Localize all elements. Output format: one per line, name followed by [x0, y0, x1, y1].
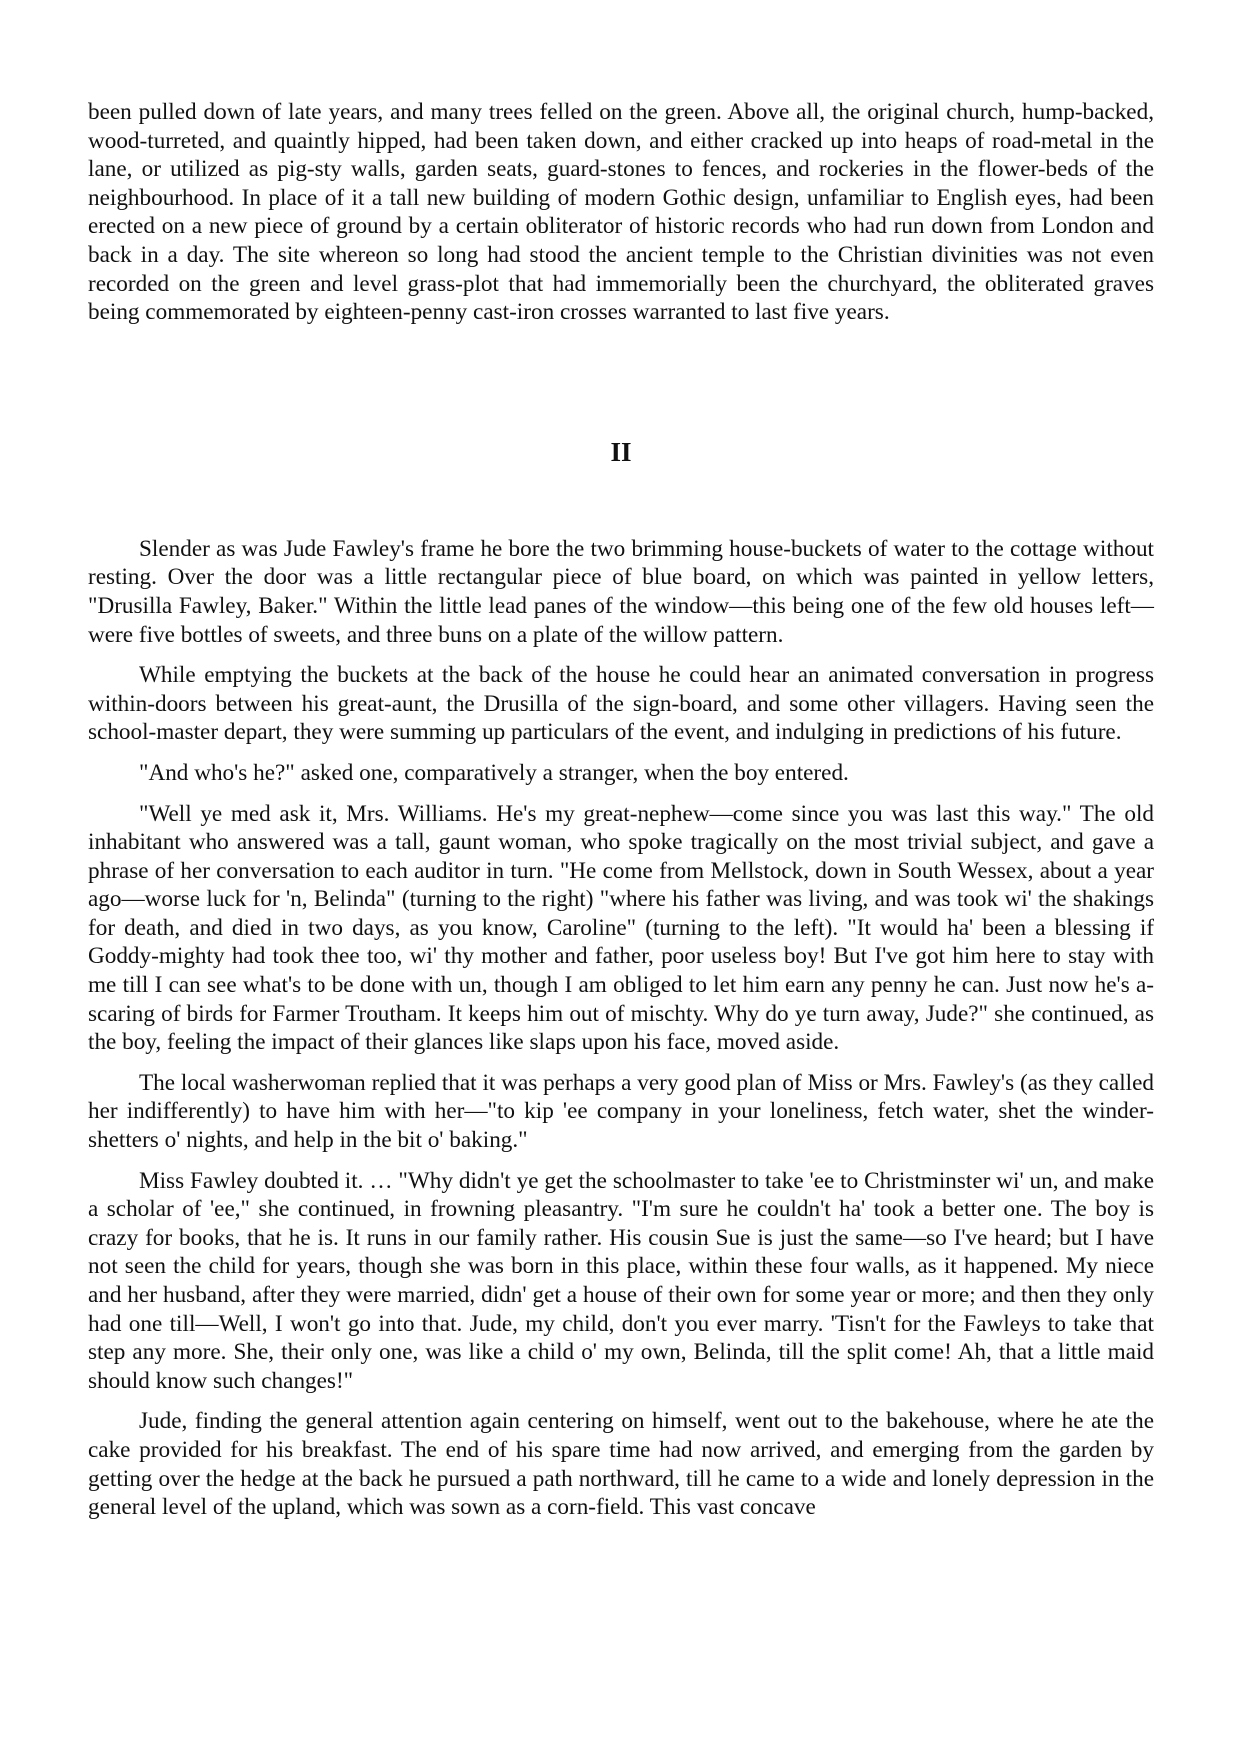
paragraph: "And who's he?" asked one, comparatively a stranger, when the boy entered.	[139, 759, 849, 786]
paragraph: Jude, finding the general attention again centering on himself, went out to the bakehouse, where he ate the cake provided for his breakfast. The end of his spare time had now arrived, and emerging from the garden by getting over the hedge at the back he pursued a path northward, till he came to a wide and lonely depression in the general level of the upland, which was sown as a corn-field. This vast concave	[88, 1408, 1154, 1521]
chapter-heading: II	[610, 436, 632, 467]
book-page	[88, 98, 1154, 1522]
paragraph: While emptying the buckets at the back of the house he could hear an animated conversation in progress within-doors between his great-aunt, the Drusilla of the sign-board, and some other villagers. Having seen the school-master depart, they were summing up particulars of the event, and indulging in predictions of his future.	[88, 662, 1154, 746]
paragraph: The local washerwoman replied that it was perhaps a very good plan of Miss or Mrs. Fawley's (as they called her indifferently) to have him with her—"to kip 'ee company in your loneliness, fetch water, shet the winder-shetters o' nights, and help in the bit o' baking."	[88, 1069, 1154, 1154]
paragraph: "Well ye med ask it, Mrs. Williams. He's my great-nephew—come since you was last this way." The old inhabitant who answered was a tall, gaunt woman, who spoke tragically on the most trivial subject, and gave a phrase of her conversation to each auditor in turn. "He come from Mellstock, down in South Wessex, about a year ago—worse luck for 'n, Belinda" (turning to the right) "where his father was living, and was took wi' the shakings for death, and died in two days, as you know, Caroline" (turning to the left). "It would ha' been a blessing if Goddy-mighty had took thee too, wi' thy mother and father, poor useless boy! But I've got him here to stay with me till I can see what's to be done with un, though I am obliged to let him earn any penny he can. Just now he's a-scaring of birds for Farmer Troutham. It keeps him out of mischty. Why do ye turn away, Jude?" she continued, as the boy, feeling the impact of their glances like slaps upon his face, moved aside.	[88, 800, 1154, 1056]
paragraph: Slender as was Jude Fawley's frame he bore the two brimming house-buckets of water to the cottage without resting. Over the door was a little rectangular piece of blue board, on which was painted in yellow letters, "Drusilla Fawley, Baker." Within the little lead panes of the window—this being one of the few old houses left—were five bottles of sweets, and three buns on a plate of the willow pattern.	[88, 535, 1154, 648]
opening-paragraph: been pulled down of late years, and many trees felled on the green. Above all, the original church, hump-backed, wood-turreted, and quaintly hipped, had been taken down, and either cracked up into heaps of road-metal in the lane, or utilized as pig-sty walls, garden seats, guard-stones to fences, and rockeries in the flower-beds of the neighbourhood. In place of it a tall new building of modern Gothic design, unfamiliar to English eyes, had been erected on a new piece of ground by a certain obliterator of historic records who had run down from London and back in a day. The site whereon so long had stood the ancient temple to the Christian divinities was not even recorded on the green and level grass-plot that had immemorially been the churchyard, the obliterated graves being commemorated by eighteen-penny cast-iron crosses warranted to last five years.	[88, 99, 1154, 326]
paragraph: Miss Fawley doubted it. … "Why didn't ye get the schoolmaster to take 'ee to Christminster wi' un, and make a scholar of 'ee," she continued, in frowning pleasantry. "I'm sure he couldn't ha' took a better one. The boy is crazy for books, that he is. It runs in our family rather. His cousin Sue is just the same—so I've heard; but I have not seen the child for years, though she was born in this place, within these four walls, as it happened. My niece and her husband, after they were married, didn' get a house of their own for some year or more; and then they only had one till—Well, I won't go into that. Jude, my child, don't you ever marry. 'Tisn't for the Fawleys to take that step any more. She, their only one, was like a child o' my own, Belinda, till the split come! Ah, that a little maid should know such changes!"	[88, 1167, 1154, 1394]
